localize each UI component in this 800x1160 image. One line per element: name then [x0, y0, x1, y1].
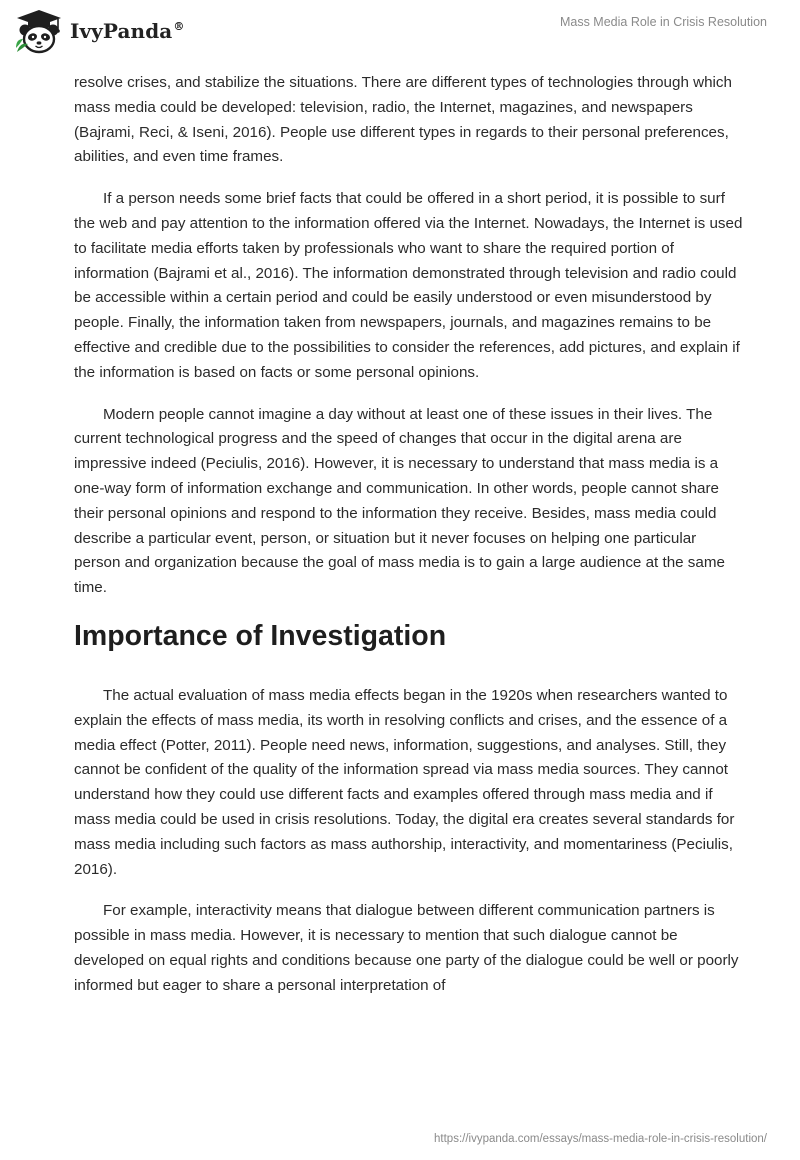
paragraph-3: Modern people cannot imagine a day without at least one of these issues in their lives. The current technological progress and the speed of changes that occur in the digital arena are impressive indeed (Peciulis, 2016). However, it is necessary to understand that mass media is a one-way form of information exchange and communication. In other words, people cannot share their personal opinions and respond to the information they receive. Besides, mass media could describe a particular event, person, or situation but it never focuses on helping one particular person and organization because the goal of mass media is to gain a large audience at the same time. — [74, 405, 725, 597]
panda-graduate-icon — [14, 8, 64, 54]
registered-mark: ® — [173, 20, 185, 34]
ivypanda-logo[interactable] — [14, 8, 184, 54]
page-header — [0, 0, 800, 60]
paragraph-2: If a person needs some brief facts that could be offered in a short period, it is possible to surf the web and pay attention to the information offered via the Internet. Nowadays, the Internet is used to facilitate media efforts taken by professionals who want to share the required portion of information (Bajrami et al., 2016). The information demonstrated through television and radio could be accessible within a certain period and could be easily understood or even misunderstood by people. Finally, the information taken from newspapers, journals, and magazines remains to be effective and credible due to the possibilities to consider the references, add pictures, and explain if the information is based on facts or some personal opinions. — [74, 190, 743, 381]
section-heading: Importance of Investigation — [74, 619, 447, 652]
running-title: Mass Media Role in Crisis Resolution — [559, 15, 767, 29]
essay-body — [74, 71, 744, 1016]
paragraph-1: resolve crises, and stabilize the situations. There are different types of technologies through which mass media could be developed: television, radio, the Internet, magazines, and newspapers (Bajrami, Reci, & Iseni, 2016). People use different types in regards to their personal preferences, abilities, and even time frames. — [74, 74, 732, 166]
source-url[interactable]: https://ivypanda.com/essays/mass-media-role-in-crisis-resolution/ — [434, 1133, 767, 1145]
paragraph-5: For example, interactivity means that dialogue between different communication partners is possible in mass media. However, it is necessary to mention that such dialogue cannot be developed on equal rights and conditions because one party of the dialogue could be well or poorly informed but eager to share a personal interpretation of — [74, 902, 739, 994]
paragraph-4: The actual evaluation of mass media effects began in the 1920s when researchers wanted to explain the effects of mass media, its worth in resolving conflicts and crises, and the essence of a media effect (Potter, 2011). People need news, information, suggestions, and analyses. Still, they cannot be confident of the quality of the information spread via mass media sources. They cannot understand how they could use different facts and examples offered through mass media and if mass media could be used in crisis resolutions. Today, the digital era creates several standards for mass media including such factors as mass authorship, interactivity, and momentariness (Peciulis, 2016). — [74, 686, 735, 878]
logo-name: IvyPanda — [70, 19, 173, 43]
logo-wordmark — [70, 19, 184, 43]
